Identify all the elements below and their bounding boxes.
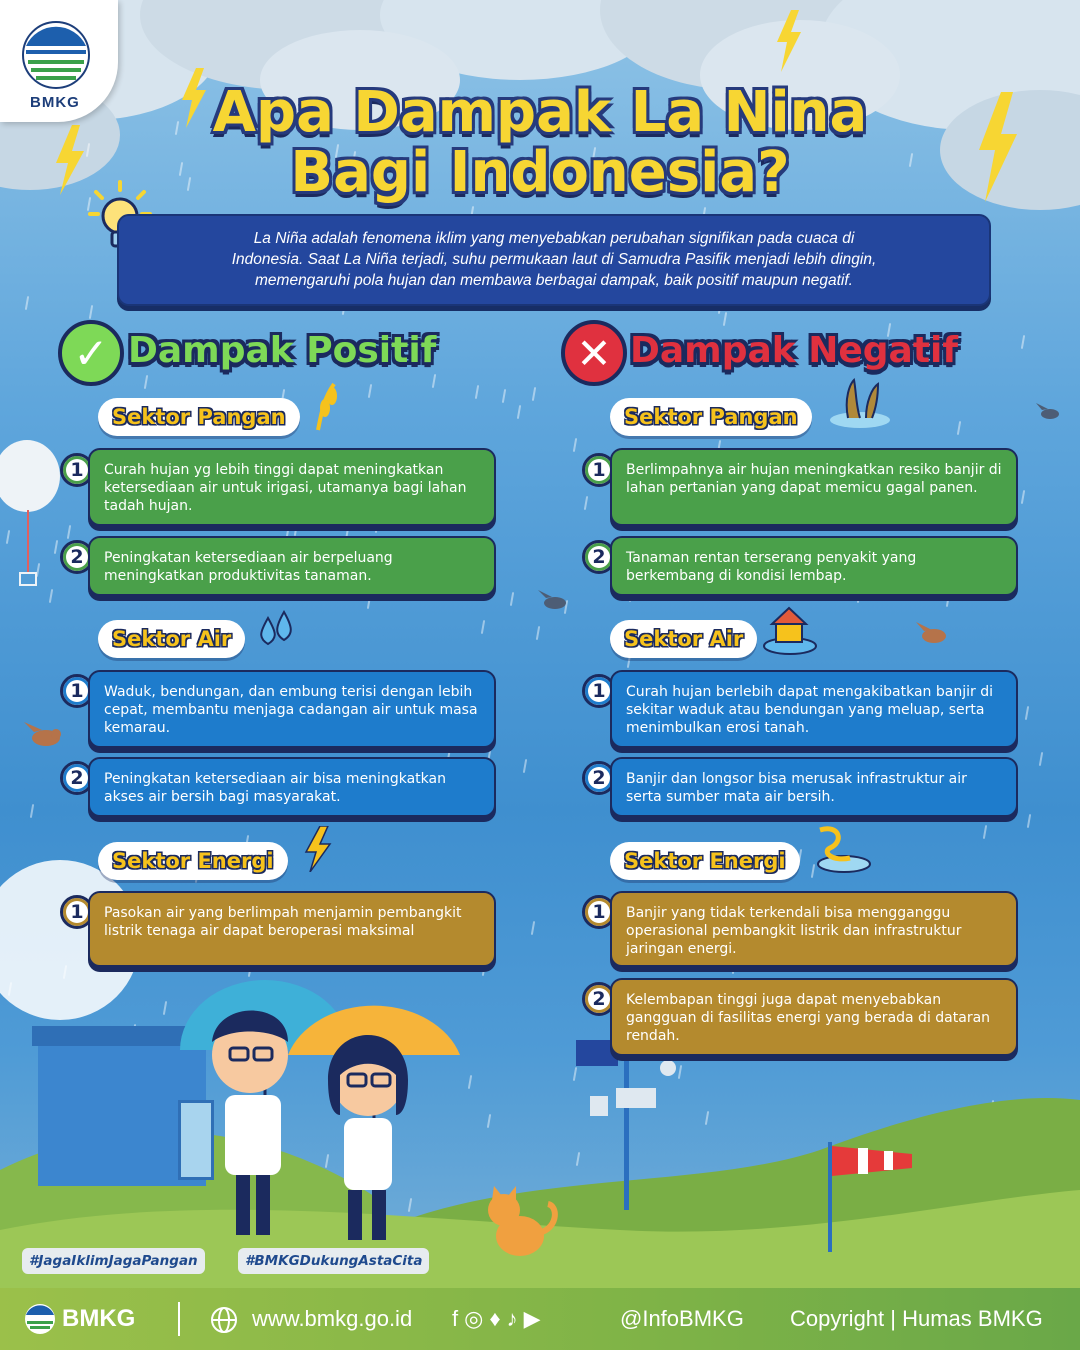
check-icon: ✓	[58, 320, 124, 386]
globe-icon	[210, 1306, 238, 1334]
social-icons	[452, 1306, 546, 1332]
negative-sector-energi: Sektor Energi	[610, 842, 800, 880]
bird-icon	[538, 588, 572, 614]
facebook-icon[interactable]: f	[452, 1306, 465, 1331]
rain-drop	[523, 759, 527, 773]
instagram-icon[interactable]: ◎	[464, 1306, 490, 1331]
tiktok-icon[interactable]: ♪	[506, 1306, 524, 1331]
positive-energi-item-1: Pasokan air yang berlimpah menjamin pembangkit listrik tenaga air dapat beroperasi maksimal	[88, 891, 496, 967]
item-number: 2	[60, 761, 94, 795]
negative-heading: Dampak Negatif	[630, 330, 959, 371]
item-number: 1	[582, 453, 616, 487]
item-number: 1	[60, 453, 94, 487]
page-title-line2: Bagi Indonesia?	[290, 140, 790, 205]
item-number: 2	[582, 982, 616, 1016]
rain-drop	[517, 405, 521, 419]
logo-label: BMKG	[30, 94, 80, 111]
item-number: 1	[582, 895, 616, 929]
positive-pangan-item-2: Peningkatan ketersediaan air berpeluang meningkatkan produktivitas tanaman.	[88, 536, 496, 596]
negative-energi-item-2: Kelembapan tinggi juga dapat menyebabkan gangguan di fasilitas energi yang berada di dataran rendah.	[610, 978, 1018, 1056]
positive-air-item-2: Peningkatan ketersediaan air bisa meningkatkan akses air bersih bagi masyarakat.	[88, 757, 496, 817]
rain-drop	[983, 825, 987, 839]
rain-drop	[1025, 706, 1029, 720]
footer-bar	[0, 1288, 1080, 1350]
flooded-cable-icon	[810, 822, 872, 876]
lightning-icon	[302, 826, 332, 872]
rain-drop	[481, 620, 485, 634]
rain-drop	[163, 1001, 167, 1015]
lightning-icon	[773, 10, 807, 72]
rain-drop	[54, 540, 58, 554]
flooded-crop-icon	[826, 378, 892, 430]
positive-sector-air: Sektor Air	[98, 620, 245, 658]
negative-sector-pangan: Sektor Pangan	[610, 398, 812, 436]
positive-sector-energi: Sektor Energi	[98, 842, 288, 880]
rain-drop	[367, 595, 371, 609]
positive-sector-pangan: Sektor Pangan	[98, 398, 300, 436]
negative-pangan-item-2: Tanaman rentan terserang penyakit yang berkembang di kondisi lembap.	[610, 536, 1018, 596]
cat-illustration	[478, 1186, 562, 1266]
rain-drop	[25, 296, 29, 310]
rain-drop	[532, 387, 536, 401]
negative-air-item-1: Curah hujan berlebih dapat mengakibatkan banjir di sekitar waduk atau bendungan yang meluap, serta menimbulkan erosi tanah.	[610, 670, 1018, 748]
hashtag-bmkg-dukung[interactable]: #BMKGDukungAstaCita	[238, 1248, 429, 1274]
intro-line-2: Indonesia. Saat La Niña terjadi, suhu permukaan laut di Samudra Pasifik menjadi lebih dingin,	[231, 251, 877, 268]
positive-air-item-1: Waduk, bendungan, dan embung terisi dengan lebih cepat, membantu menjaga cadangan air untuk masa kemarau.	[88, 670, 496, 748]
item-number: 1	[582, 674, 616, 708]
rain-drop	[584, 496, 588, 510]
negative-energi-item-1: Banjir yang tidak terkendali bisa mengganggu operasional pembangkit listrik dan infrastruktur jaringan energi.	[610, 891, 1018, 967]
rain-drop	[67, 525, 71, 539]
twitter-icon[interactable]: ♦	[489, 1306, 507, 1331]
intro-line-3: memengaruhi pola hujan dan membawa berbagai dampak, baik positif maupun negatif.	[255, 272, 853, 289]
item-number: 1	[60, 895, 94, 929]
item-number: 2	[60, 540, 94, 574]
footer-divider	[178, 1302, 180, 1336]
footer-social-handle[interactable]: @InfoBMKG	[620, 1306, 744, 1331]
bmkg-emblem-icon	[22, 20, 90, 90]
rain-drop	[1021, 335, 1025, 349]
youtube-icon[interactable]: ▶	[523, 1306, 547, 1331]
rice-icon	[312, 380, 342, 432]
footer-brand: BMKG	[62, 1305, 136, 1332]
bird-icon	[24, 718, 68, 752]
item-number: 2	[582, 761, 616, 795]
rain-drop	[49, 589, 53, 603]
positive-pangan-item-1: Curah hujan yg lebih tinggi dapat meningkatkan ketersediaan air untuk irigasi, utamanya bagi lahan tadah hujan.	[88, 448, 496, 526]
rain-drop	[723, 312, 727, 326]
windsock-illustration	[822, 1138, 922, 1258]
rain-drop	[1021, 490, 1025, 504]
rain-drop	[957, 421, 961, 435]
negative-pangan-item-1: Berlimpahnya air hujan meningkatkan resiko banjir di lahan pertanian yang dapat memicu gagal panen.	[610, 448, 1018, 526]
intro-box	[117, 214, 991, 306]
item-number: 2	[582, 540, 616, 574]
item-number: 1	[60, 674, 94, 708]
rain-drop	[144, 375, 148, 389]
footer-website[interactable]: www.bmkg.go.id	[252, 1306, 413, 1331]
flooded-house-icon	[762, 604, 818, 656]
bird-icon	[1036, 402, 1064, 422]
positive-heading: Dampak Positif	[128, 330, 437, 371]
negative-sector-air: Sektor Air	[610, 620, 757, 658]
rain-drop	[432, 374, 436, 388]
x-icon: ✕	[561, 320, 627, 386]
page-title-line1: Apa Dampak La Nina	[212, 80, 868, 145]
intro-line-1: La Niña adalah fenomena iklim yang menyebabkan perubahan signifikan pada cuaca di	[253, 230, 855, 247]
footer-copyright: Copyright | Humas BMKG	[790, 1306, 1043, 1331]
rain-drop	[30, 804, 34, 818]
rain-drop	[573, 438, 577, 452]
rain-drop	[368, 384, 372, 398]
bird-icon	[916, 620, 952, 648]
negative-air-item-2: Banjir dan longsor bisa merusak infrastruktur air serta sumber mata air bersih.	[610, 757, 1018, 817]
characters-with-umbrellas	[170, 980, 470, 1270]
rain-drop	[502, 389, 506, 403]
rain-drop	[475, 385, 479, 399]
rain-drop	[510, 592, 514, 606]
rain-drop	[1039, 752, 1043, 766]
water-drop-icon	[254, 608, 298, 654]
rain-drop	[1027, 814, 1031, 828]
weather-instrument-mast	[572, 1040, 692, 1210]
rain-drop	[89, 305, 93, 319]
rain-drop	[531, 921, 535, 935]
hashtag-jaga-iklim[interactable]: #JagaIklimJagaPangan	[22, 1248, 205, 1274]
rain-drop	[6, 530, 10, 544]
rain-drop	[536, 626, 540, 640]
bmkg-emblem-icon	[24, 1303, 56, 1335]
